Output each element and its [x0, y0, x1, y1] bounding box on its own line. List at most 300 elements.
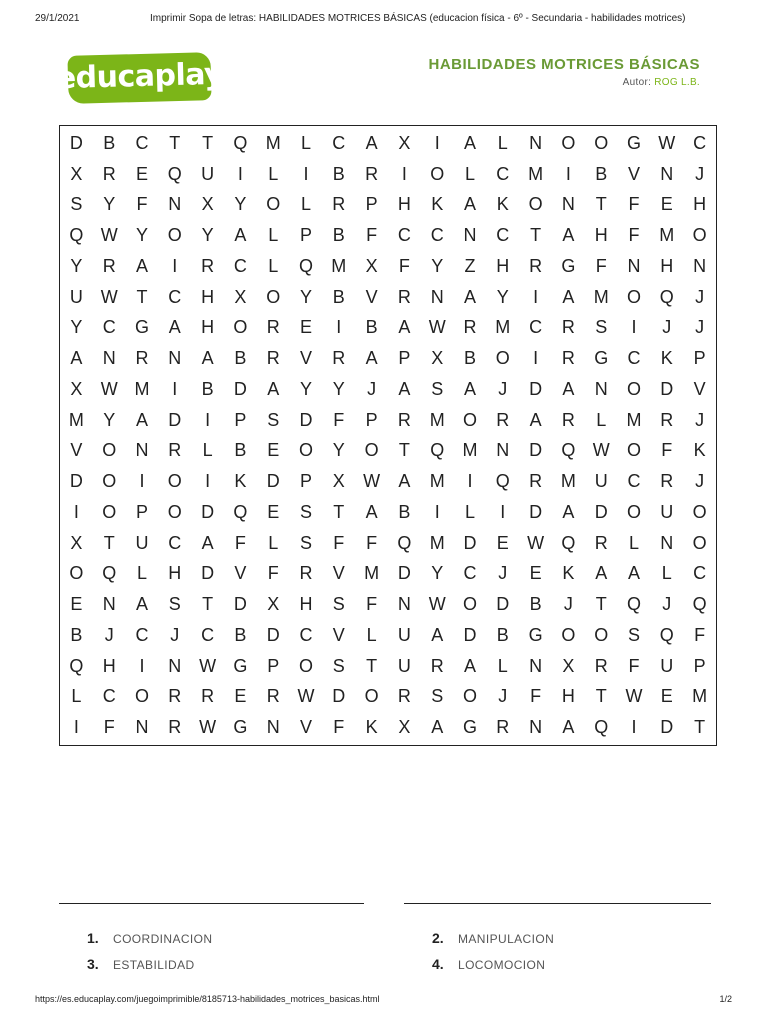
grid-letter[interactable]: A — [627, 563, 640, 584]
grid-letter[interactable]: C — [627, 348, 641, 369]
grid-letter[interactable]: B — [398, 501, 411, 522]
grid-letter[interactable]: Q — [430, 440, 445, 461]
grid-letter[interactable]: B — [103, 132, 116, 153]
grid-letter[interactable]: L — [71, 686, 82, 707]
grid-letter[interactable]: S — [168, 594, 181, 615]
grid-letter[interactable]: S — [595, 317, 608, 338]
grid-letter[interactable]: E — [496, 532, 509, 553]
grid-letter[interactable]: W — [199, 655, 217, 676]
grid-letter[interactable]: E — [660, 686, 673, 707]
grid-letter[interactable]: X — [365, 255, 378, 276]
grid-letter[interactable]: D — [266, 471, 280, 492]
grid-letter[interactable]: A — [595, 563, 608, 584]
grid-letter[interactable]: C — [168, 286, 182, 307]
grid-letter[interactable]: R — [660, 409, 674, 430]
grid-letter[interactable]: R — [168, 717, 182, 738]
grid-letter[interactable]: Q — [69, 655, 84, 676]
grid-letter[interactable]: N — [463, 225, 477, 246]
grid-letter[interactable]: I — [73, 717, 79, 738]
grid-letter[interactable]: Q — [626, 594, 641, 615]
grid-letter[interactable]: A — [562, 717, 575, 738]
grid-letter[interactable]: O — [462, 594, 477, 615]
grid-letter[interactable]: O — [102, 440, 117, 461]
grid-letter[interactable]: D — [660, 717, 674, 738]
grid-letter[interactable]: K — [660, 348, 673, 369]
grid-letter[interactable]: C — [529, 317, 543, 338]
grid-letter[interactable]: N — [693, 255, 707, 276]
grid-letter[interactable]: R — [496, 717, 510, 738]
grid-letter[interactable]: R — [529, 255, 543, 276]
grid-letter[interactable]: N — [430, 286, 444, 307]
grid-letter[interactable]: Q — [233, 501, 248, 522]
grid-letter[interactable]: O — [626, 501, 641, 522]
grid-letter[interactable]: N — [529, 655, 543, 676]
grid-letter[interactable]: R — [299, 563, 313, 584]
grid-letter[interactable]: P — [398, 348, 411, 369]
grid-letter[interactable]: C — [168, 532, 182, 553]
grid-letter[interactable]: N — [168, 348, 182, 369]
grid-letter[interactable]: Q — [233, 132, 248, 153]
grid-letter[interactable]: F — [333, 717, 345, 738]
grid-letter[interactable]: O — [462, 686, 477, 707]
grid-letter[interactable]: D — [397, 563, 411, 584]
grid-letter[interactable]: B — [332, 225, 345, 246]
grid-letter[interactable]: L — [268, 532, 279, 553]
grid-letter[interactable]: X — [70, 532, 83, 553]
grid-letter[interactable]: P — [299, 225, 312, 246]
grid-letter[interactable]: B — [595, 163, 608, 184]
grid-letter[interactable]: C — [135, 624, 149, 645]
grid-letter[interactable]: Q — [594, 717, 609, 738]
grid-letter[interactable]: D — [594, 501, 608, 522]
grid-letter[interactable]: O — [626, 286, 641, 307]
grid-letter[interactable]: O — [102, 501, 117, 522]
grid-letter[interactable]: I — [205, 471, 211, 492]
grid-letter[interactable]: F — [103, 717, 115, 738]
grid-letter[interactable]: T — [398, 440, 410, 461]
grid-letter[interactable]: O — [69, 563, 84, 584]
grid-letter[interactable]: A — [365, 348, 378, 369]
grid-letter[interactable]: A — [234, 225, 247, 246]
grid-letter[interactable]: B — [234, 348, 247, 369]
grid-letter[interactable]: E — [660, 194, 673, 215]
grid-letter[interactable]: P — [365, 409, 378, 430]
grid-letter[interactable]: W — [658, 132, 676, 153]
grid-letter[interactable]: D — [201, 563, 215, 584]
grid-letter[interactable]: G — [528, 624, 543, 645]
grid-letter[interactable]: N — [529, 132, 543, 153]
grid-letter[interactable]: E — [267, 440, 280, 461]
grid-letter[interactable]: C — [430, 225, 444, 246]
grid-letter[interactable]: X — [70, 163, 83, 184]
grid-letter[interactable]: Q — [561, 532, 576, 553]
grid-letter[interactable]: R — [266, 348, 280, 369]
grid-letter[interactable]: H — [299, 594, 313, 615]
grid-letter[interactable]: F — [694, 624, 706, 645]
grid-letter[interactable]: O — [298, 655, 313, 676]
grid-letter[interactable]: N — [168, 194, 182, 215]
grid-letter[interactable]: A — [431, 624, 444, 645]
grid-letter[interactable]: D — [201, 501, 215, 522]
grid-letter[interactable]: I — [73, 501, 79, 522]
grid-letter[interactable]: M — [495, 317, 511, 338]
grid-letter[interactable]: I — [303, 163, 309, 184]
grid-letter[interactable]: A — [562, 225, 575, 246]
grid-letter[interactable]: R — [561, 409, 575, 430]
grid-letter[interactable]: H — [594, 225, 608, 246]
grid-letter[interactable]: L — [497, 655, 508, 676]
grid-letter[interactable]: N — [135, 717, 149, 738]
grid-letter[interactable]: A — [562, 286, 575, 307]
grid-letter[interactable]: C — [102, 317, 116, 338]
grid-letter[interactable]: C — [102, 686, 116, 707]
grid-letter[interactable]: W — [527, 532, 545, 553]
grid-letter[interactable]: I — [533, 348, 539, 369]
grid-letter[interactable]: F — [366, 225, 378, 246]
grid-letter[interactable]: B — [234, 624, 247, 645]
grid-letter[interactable]: R — [168, 686, 182, 707]
grid-letter[interactable]: A — [201, 348, 214, 369]
grid-letter[interactable]: Q — [298, 255, 313, 276]
grid-letter[interactable]: C — [397, 225, 411, 246]
grid-letter[interactable]: S — [431, 378, 444, 399]
grid-letter[interactable]: E — [299, 317, 312, 338]
grid-letter[interactable]: Q — [397, 532, 412, 553]
grid-letter[interactable]: V — [365, 286, 378, 307]
grid-letter[interactable]: F — [628, 225, 640, 246]
grid-letter[interactable]: N — [496, 440, 510, 461]
grid-letter[interactable]: F — [234, 532, 246, 553]
grid-letter[interactable]: O — [692, 501, 707, 522]
grid-letter[interactable]: R — [102, 163, 116, 184]
grid-letter[interactable]: D — [168, 409, 182, 430]
grid-letter[interactable]: V — [332, 563, 345, 584]
author-name[interactable]: ROG L.B. — [654, 77, 700, 88]
grid-letter[interactable]: M — [429, 471, 445, 492]
grid-letter[interactable]: R — [660, 471, 674, 492]
grid-letter[interactable]: T — [595, 194, 607, 215]
grid-letter[interactable]: S — [627, 624, 640, 645]
grid-letter[interactable]: Y — [299, 286, 312, 307]
grid-letter[interactable]: F — [530, 686, 542, 707]
grid-letter[interactable]: X — [234, 286, 247, 307]
grid-letter[interactable]: G — [134, 317, 149, 338]
grid-letter[interactable]: G — [462, 717, 477, 738]
grid-letter[interactable]: N — [561, 194, 575, 215]
grid-letter[interactable]: N — [594, 378, 608, 399]
grid-letter[interactable]: A — [201, 532, 214, 553]
grid-letter[interactable]: T — [103, 532, 115, 553]
grid-letter[interactable]: I — [434, 132, 440, 153]
grid-letter[interactable]: V — [299, 717, 312, 738]
grid-letter[interactable]: L — [628, 532, 639, 553]
grid-letter[interactable]: T — [595, 594, 607, 615]
grid-letter[interactable]: R — [561, 317, 575, 338]
grid-letter[interactable]: O — [167, 501, 182, 522]
grid-letter[interactable]: R — [594, 532, 608, 553]
grid-letter[interactable]: I — [336, 317, 342, 338]
grid-letter[interactable]: R — [594, 655, 608, 676]
grid-letter[interactable]: D — [660, 378, 674, 399]
grid-letter[interactable]: Q — [69, 225, 84, 246]
grid-letter[interactable]: Y — [103, 194, 116, 215]
grid-letter[interactable]: S — [332, 594, 345, 615]
grid-letter[interactable]: Y — [234, 194, 247, 215]
grid-letter[interactable]: M — [331, 255, 347, 276]
grid-letter[interactable]: T — [202, 132, 214, 153]
grid-letter[interactable]: R — [201, 686, 215, 707]
grid-letter[interactable]: T — [202, 594, 214, 615]
grid-letter[interactable]: A — [398, 317, 411, 338]
grid-letter[interactable]: E — [529, 563, 542, 584]
grid-letter[interactable]: L — [268, 225, 279, 246]
grid-letter[interactable]: P — [267, 655, 280, 676]
grid-letter[interactable]: N — [135, 440, 149, 461]
grid-letter[interactable]: R — [332, 194, 346, 215]
grid-letter[interactable]: F — [595, 255, 607, 276]
grid-letter[interactable]: Y — [332, 440, 345, 461]
grid-letter[interactable]: E — [234, 686, 247, 707]
grid-letter[interactable]: O — [561, 132, 576, 153]
grid-letter[interactable]: Y — [299, 378, 312, 399]
grid-letter[interactable]: F — [366, 594, 378, 615]
grid-letter[interactable]: R — [135, 348, 149, 369]
grid-letter[interactable]: H — [201, 286, 215, 307]
grid-letter[interactable]: J — [170, 624, 180, 645]
grid-letter[interactable]: N — [660, 163, 674, 184]
grid-letter[interactable]: J — [695, 163, 705, 184]
grid-letter[interactable]: P — [234, 409, 247, 430]
grid-letter[interactable]: W — [428, 317, 446, 338]
grid-letter[interactable]: P — [693, 348, 706, 369]
grid-letter[interactable]: D — [529, 378, 543, 399]
grid-letter[interactable]: I — [172, 255, 178, 276]
grid-letter[interactable]: L — [366, 624, 377, 645]
grid-letter[interactable]: C — [135, 132, 149, 153]
grid-letter[interactable]: I — [631, 317, 637, 338]
grid-letter[interactable]: P — [693, 655, 706, 676]
grid-letter[interactable]: B — [70, 624, 83, 645]
grid-letter[interactable]: R — [397, 409, 411, 430]
grid-letter[interactable]: U — [69, 286, 83, 307]
grid-letter[interactable]: N — [529, 717, 543, 738]
grid-letter[interactable]: H — [168, 563, 182, 584]
grid-letter[interactable]: P — [365, 194, 378, 215]
grid-letter[interactable]: R — [529, 471, 543, 492]
grid-letter[interactable]: V — [693, 378, 706, 399]
grid-letter[interactable]: X — [332, 471, 345, 492]
grid-letter[interactable]: F — [333, 532, 345, 553]
grid-letter[interactable]: B — [529, 594, 542, 615]
grid-letter[interactable]: E — [135, 163, 148, 184]
grid-letter[interactable]: J — [695, 409, 705, 430]
grid-letter[interactable]: B — [234, 440, 247, 461]
grid-letter[interactable]: D — [463, 624, 477, 645]
grid-letter[interactable]: X — [201, 194, 214, 215]
grid-letter[interactable]: I — [467, 471, 473, 492]
grid-letter[interactable]: H — [397, 194, 411, 215]
grid-letter[interactable]: R — [463, 317, 477, 338]
grid-letter[interactable]: K — [496, 194, 509, 215]
grid-letter[interactable]: O — [594, 624, 609, 645]
grid-letter[interactable]: M — [462, 440, 478, 461]
grid-letter[interactable]: C — [496, 163, 510, 184]
grid-letter[interactable]: Q — [102, 563, 117, 584]
grid-letter[interactable]: O — [430, 163, 445, 184]
grid-letter[interactable]: I — [401, 163, 407, 184]
grid-letter[interactable]: L — [268, 255, 279, 276]
grid-letter[interactable]: K — [562, 563, 575, 584]
grid-letter[interactable]: W — [363, 471, 381, 492]
grid-letter[interactable]: S — [267, 409, 280, 430]
grid-letter[interactable]: R — [332, 348, 346, 369]
grid-letter[interactable]: O — [167, 225, 182, 246]
grid-letter[interactable]: O — [102, 471, 117, 492]
grid-letter[interactable]: L — [661, 563, 672, 584]
grid-letter[interactable]: A — [135, 594, 148, 615]
grid-letter[interactable]: I — [631, 717, 637, 738]
grid-letter[interactable]: L — [300, 194, 311, 215]
grid-letter[interactable]: O — [692, 225, 707, 246]
grid-letter[interactable]: W — [100, 286, 118, 307]
grid-letter[interactable]: V — [234, 563, 247, 584]
grid-letter[interactable]: O — [298, 440, 313, 461]
grid-letter[interactable]: U — [201, 163, 215, 184]
grid-letter[interactable]: D — [266, 624, 280, 645]
grid-letter[interactable]: J — [104, 624, 114, 645]
grid-letter[interactable]: S — [299, 501, 312, 522]
grid-letter[interactable]: U — [397, 624, 411, 645]
grid-letter[interactable]: A — [135, 409, 148, 430]
grid-letter[interactable]: V — [332, 624, 345, 645]
grid-letter[interactable]: E — [267, 501, 280, 522]
grid-letter[interactable]: M — [560, 471, 576, 492]
grid-letter[interactable]: U — [660, 655, 674, 676]
grid-letter[interactable]: S — [431, 686, 444, 707]
grid-letter[interactable]: A — [168, 317, 181, 338]
grid-letter[interactable]: M — [429, 409, 445, 430]
grid-letter[interactable]: D — [233, 378, 247, 399]
grid-letter[interactable]: Y — [135, 225, 148, 246]
grid-letter[interactable]: A — [365, 132, 378, 153]
grid-letter[interactable]: D — [332, 686, 346, 707]
grid-letter[interactable]: J — [662, 594, 672, 615]
grid-letter[interactable]: K — [431, 194, 444, 215]
grid-letter[interactable]: Q — [659, 286, 674, 307]
grid-letter[interactable]: A — [431, 717, 444, 738]
grid-letter[interactable]: W — [100, 225, 118, 246]
grid-letter[interactable]: T — [333, 501, 345, 522]
grid-letter[interactable]: C — [627, 471, 641, 492]
grid-letter[interactable]: A — [70, 348, 83, 369]
grid-letter[interactable]: G — [626, 132, 641, 153]
grid-letter[interactable]: D — [496, 594, 510, 615]
grid-letter[interactable]: K — [693, 440, 706, 461]
grid-letter[interactable]: L — [464, 163, 475, 184]
grid-letter[interactable]: A — [463, 655, 476, 676]
grid-letter[interactable]: Y — [431, 255, 444, 276]
grid-letter[interactable]: M — [265, 132, 281, 153]
grid-letter[interactable]: A — [398, 471, 411, 492]
grid-letter[interactable]: O — [692, 532, 707, 553]
grid-letter[interactable]: Q — [659, 624, 674, 645]
grid-letter[interactable]: Y — [431, 563, 444, 584]
grid-letter[interactable]: A — [463, 194, 476, 215]
grid-letter[interactable]: R — [168, 440, 182, 461]
grid-letter[interactable]: Y — [201, 225, 214, 246]
grid-letter[interactable]: M — [626, 409, 642, 430]
grid-letter[interactable]: F — [366, 532, 378, 553]
grid-letter[interactable]: R — [266, 317, 280, 338]
grid-letter[interactable]: J — [695, 286, 705, 307]
grid-letter[interactable]: I — [533, 286, 539, 307]
grid-letter[interactable]: O — [266, 194, 281, 215]
grid-letter[interactable]: C — [332, 132, 346, 153]
grid-letter[interactable]: A — [365, 501, 378, 522]
grid-letter[interactable]: O — [626, 440, 641, 461]
grid-letter[interactable]: O — [626, 378, 641, 399]
grid-letter[interactable]: C — [233, 255, 247, 276]
grid-letter[interactable]: N — [660, 532, 674, 553]
grid-letter[interactable]: L — [136, 563, 147, 584]
grid-letter[interactable]: Y — [70, 255, 83, 276]
grid-letter[interactable]: M — [364, 563, 380, 584]
grid-letter[interactable]: S — [70, 194, 83, 215]
grid-letter[interactable]: N — [168, 655, 182, 676]
grid-letter[interactable]: O — [561, 624, 576, 645]
grid-letter[interactable]: T — [366, 655, 378, 676]
grid-letter[interactable]: F — [661, 440, 673, 461]
grid-letter[interactable]: F — [267, 563, 279, 584]
grid-letter[interactable]: U — [397, 655, 411, 676]
grid-letter[interactable]: X — [398, 132, 411, 153]
grid-letter[interactable]: I — [139, 655, 145, 676]
grid-letter[interactable]: A — [529, 409, 542, 430]
grid-letter[interactable]: G — [233, 655, 248, 676]
grid-letter[interactable]: F — [628, 194, 640, 215]
grid-letter[interactable]: L — [497, 132, 508, 153]
grid-letter[interactable]: X — [70, 378, 83, 399]
grid-letter[interactable]: X — [431, 348, 444, 369]
grid-letter[interactable]: T — [169, 132, 181, 153]
grid-letter[interactable]: D — [233, 594, 247, 615]
grid-letter[interactable]: R — [365, 163, 379, 184]
grid-letter[interactable]: A — [562, 501, 575, 522]
grid-letter[interactable]: V — [70, 440, 83, 461]
grid-letter[interactable]: A — [398, 378, 411, 399]
grid-letter[interactable]: S — [332, 655, 345, 676]
grid-letter[interactable]: K — [234, 471, 247, 492]
grid-letter[interactable]: O — [167, 471, 182, 492]
grid-letter[interactable]: X — [398, 717, 411, 738]
grid-letter[interactable]: F — [398, 255, 410, 276]
grid-letter[interactable]: I — [500, 501, 506, 522]
grid-letter[interactable]: R — [266, 686, 280, 707]
grid-letter[interactable]: Y — [332, 378, 345, 399]
grid-letter[interactable]: I — [172, 378, 178, 399]
grid-letter[interactable]: R — [561, 348, 575, 369]
grid-letter[interactable]: O — [233, 317, 248, 338]
grid-letter[interactable]: J — [662, 317, 672, 338]
grid-letter[interactable]: B — [332, 286, 345, 307]
grid-letter[interactable]: F — [136, 194, 148, 215]
grid-letter[interactable]: B — [496, 624, 509, 645]
grid-letter[interactable]: O — [364, 686, 379, 707]
grid-letter[interactable]: W — [428, 594, 446, 615]
grid-letter[interactable]: J — [498, 563, 508, 584]
grid-letter[interactable]: O — [495, 348, 510, 369]
grid-letter[interactable]: O — [364, 440, 379, 461]
